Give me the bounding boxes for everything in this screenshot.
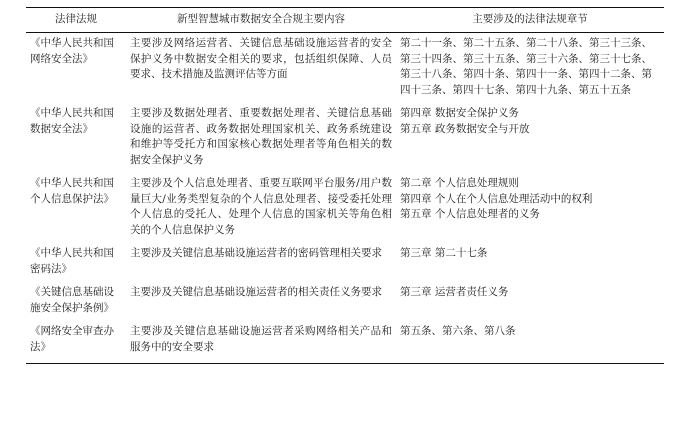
table-row — [26, 321, 664, 364]
chapter-cell — [396, 33, 664, 104]
chapter-line: 第四章 数据安全保护义务 — [400, 107, 519, 119]
chapter-cell — [396, 282, 664, 321]
chapter-cell — [396, 103, 664, 173]
table-row — [26, 282, 664, 321]
header-chapters: 主要涉及的法律法规章节 — [396, 8, 664, 33]
table-body — [26, 33, 664, 364]
law-name: 《中华人民共和国密码法》 — [30, 247, 114, 275]
law-name: 《关键信息基础设施安全保护条例》 — [30, 286, 114, 314]
chapter-line: 第三章 运营者责任义务 — [400, 286, 509, 298]
chapter-cell — [396, 173, 664, 243]
chapter-cell — [396, 243, 664, 282]
compliance-content: 主要涉及关键信息基础设施运营者的密码管理相关要求 — [130, 247, 382, 259]
law-name: 《中华人民共和国个人信息保护法》 — [30, 177, 114, 205]
law-name: 《中华人民共和国数据安全法》 — [30, 107, 114, 135]
compliance-content: 主要涉及网络运营者、关键信息基础设施运营者的安全保护义务中数据安全相关的要求，包括组织保障、人员要求、技术措施及监测评估等方面 — [130, 37, 392, 80]
chapter-line: 第五章 个人信息处理者的义务 — [400, 208, 540, 220]
table-header — [26, 8, 664, 33]
compliance-content: 主要涉及个人信息处理者、重要互联网平台服务/用户数量巨大/业务类型复杂的个人信息处理者、接受委托处理个人信息的受托人、处理个人信息的国家机关等角色相关的个人信息保护义务 — [130, 177, 392, 236]
table-row — [26, 173, 664, 243]
law-name: 《网络安全审查办法》 — [26, 321, 126, 364]
compliance-content: 主要涉及数据处理者、重要数据处理者、关键信息基础设施的运营者、政务数据处理国家机关、政务系统建设和维护等受托方和国家核心数据处理者等角色相关的数据安全保护义务 — [130, 107, 392, 166]
chapter-line: 第二章 个人信息处理规则 — [400, 177, 519, 189]
chapter-line: 第五章 政务数据安全与开放 — [400, 122, 530, 135]
table-row — [26, 33, 664, 104]
regulation-table — [26, 7, 664, 364]
law-name: 《中华人民共和国网络安全法》 — [30, 37, 114, 65]
table-row — [26, 243, 664, 282]
chapter-line: 第四章 个人在个人信息处理活动中的权利 — [400, 192, 593, 205]
header-content: 新型智慧城市数据安全合规主要内容 — [126, 8, 396, 33]
chapter-line: 第二十一条、第二十五条、第二十八条、第三十三条、第三十四条、第三十五条、第三十六条、第三十七条、第三十八条、第四十条、第四十一条、第四十二条、第四十三条、第四十七条、第四十九条、第五十五条 — [400, 37, 652, 96]
compliance-content: 主要涉及关键信息基础设施运营者的相关责任义务要求 — [130, 286, 382, 298]
table-row — [26, 103, 664, 173]
chapter-cell — [396, 321, 664, 364]
chapter-line: 第三章 第二十七条 — [400, 247, 488, 259]
header-law: 法律法规 — [26, 8, 126, 33]
header-row — [26, 8, 664, 33]
compliance-content: 主要涉及关键信息基础设施运营者采购网络相关产品和服务中的安全要求 — [126, 321, 396, 364]
chapter-line: 第五条、第六条、第八条 — [400, 325, 516, 337]
